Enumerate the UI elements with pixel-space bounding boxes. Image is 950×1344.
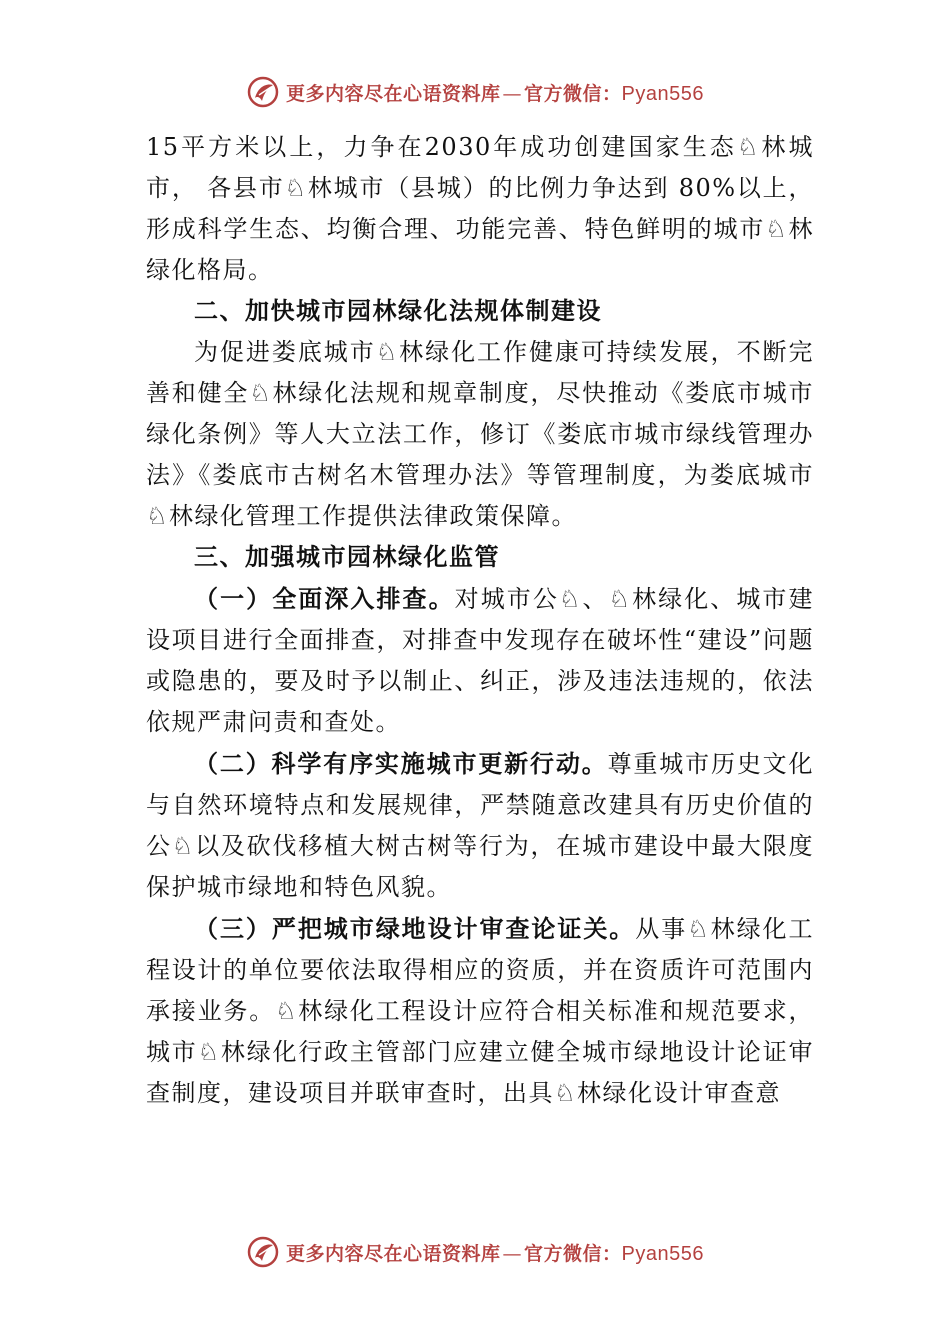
watermark-wechat-id: Pyan556: [621, 1242, 704, 1265]
watermark-text: [286, 79, 704, 106]
watermark-dash: —: [502, 82, 523, 105]
watermark-label: 更多内容尽在心语资料库: [286, 82, 501, 105]
document-body: [146, 127, 814, 1114]
watermark-wechat-label: 官方微信：: [524, 82, 622, 105]
subsection-2: [146, 743, 814, 908]
section-heading-3: 三、加强城市园林绿化监管: [194, 543, 500, 571]
subsection-2-text: 尊重城市历史文化与自然环境特点和发展规律，严禁随意改建具有历史价值的公♘以及砍伐移植大树古树等行为，在城市建设中最大限度保护城市绿地和特色风貌。: [146, 750, 815, 901]
watermark-dash: —: [502, 1242, 523, 1265]
watermark-logo-icon: [246, 75, 280, 109]
subsection-1: [146, 578, 814, 743]
subsection-3-lead: （三）严把城市绿地设计审查论证关。: [194, 914, 636, 943]
subsection-1-lead: （一）全面深入排查。: [194, 584, 455, 613]
paragraph-2: 为促进娄底城市♘林绿化工作健康可持续发展，不断完善和健全♘林绿化法规和规章制度，尽快推动《娄底市城市绿化条例》等人大立法工作，修订《娄底市城市绿线管理办法》《娄底市古树名木管理办法》等管理制度，为娄底城市♘林绿化管理工作提供法律政策保障。: [146, 338, 814, 530]
watermark-wechat-label: 官方微信：: [524, 1242, 622, 1265]
section-heading-2: 二、加快城市园林绿化法规体制建设: [194, 297, 602, 325]
subsection-3: [146, 908, 814, 1114]
subsection-3-text: 从事♘林绿化工程设计的单位要依法取得相应的资质，并在资质许可范围内承接业务。♘林绿化工程设计应符合相关标准和规范要求， 城市♘林绿化行政主管部门应建立健全城市绿地设计论证审查制度，建设项目并联审查时，出具♘林绿化设计审查意: [146, 915, 815, 1107]
watermark-header: [0, 72, 950, 112]
watermark-footer: [0, 1232, 950, 1272]
subsection-1-text: 对城市公♘、♘林绿化、城市建设项目进行全面排查，对排查中发现存在破坏性“建设”问题或隐患的，要及时予以制止、纠正，涉及违法违规的，依法依规严肃问责和查处。: [146, 585, 815, 736]
watermark-text: [286, 1239, 704, 1266]
watermark-label: 更多内容尽在心语资料库: [286, 1242, 501, 1265]
subsection-2-lead: （二）科学有序实施城市更新行动。: [194, 749, 608, 778]
paragraph-1: 15平方米以上，力争在2030年成功创建国家生态♘林城市， 各县市♘林城市（县城）的比例力争达到 80%以上，形成科学生态、均衡合理、功能完善、特色鲜明的城市♘林绿化格局。: [146, 133, 814, 284]
watermark-logo-icon: [246, 1235, 280, 1269]
watermark-wechat-id: Pyan556: [621, 82, 704, 105]
